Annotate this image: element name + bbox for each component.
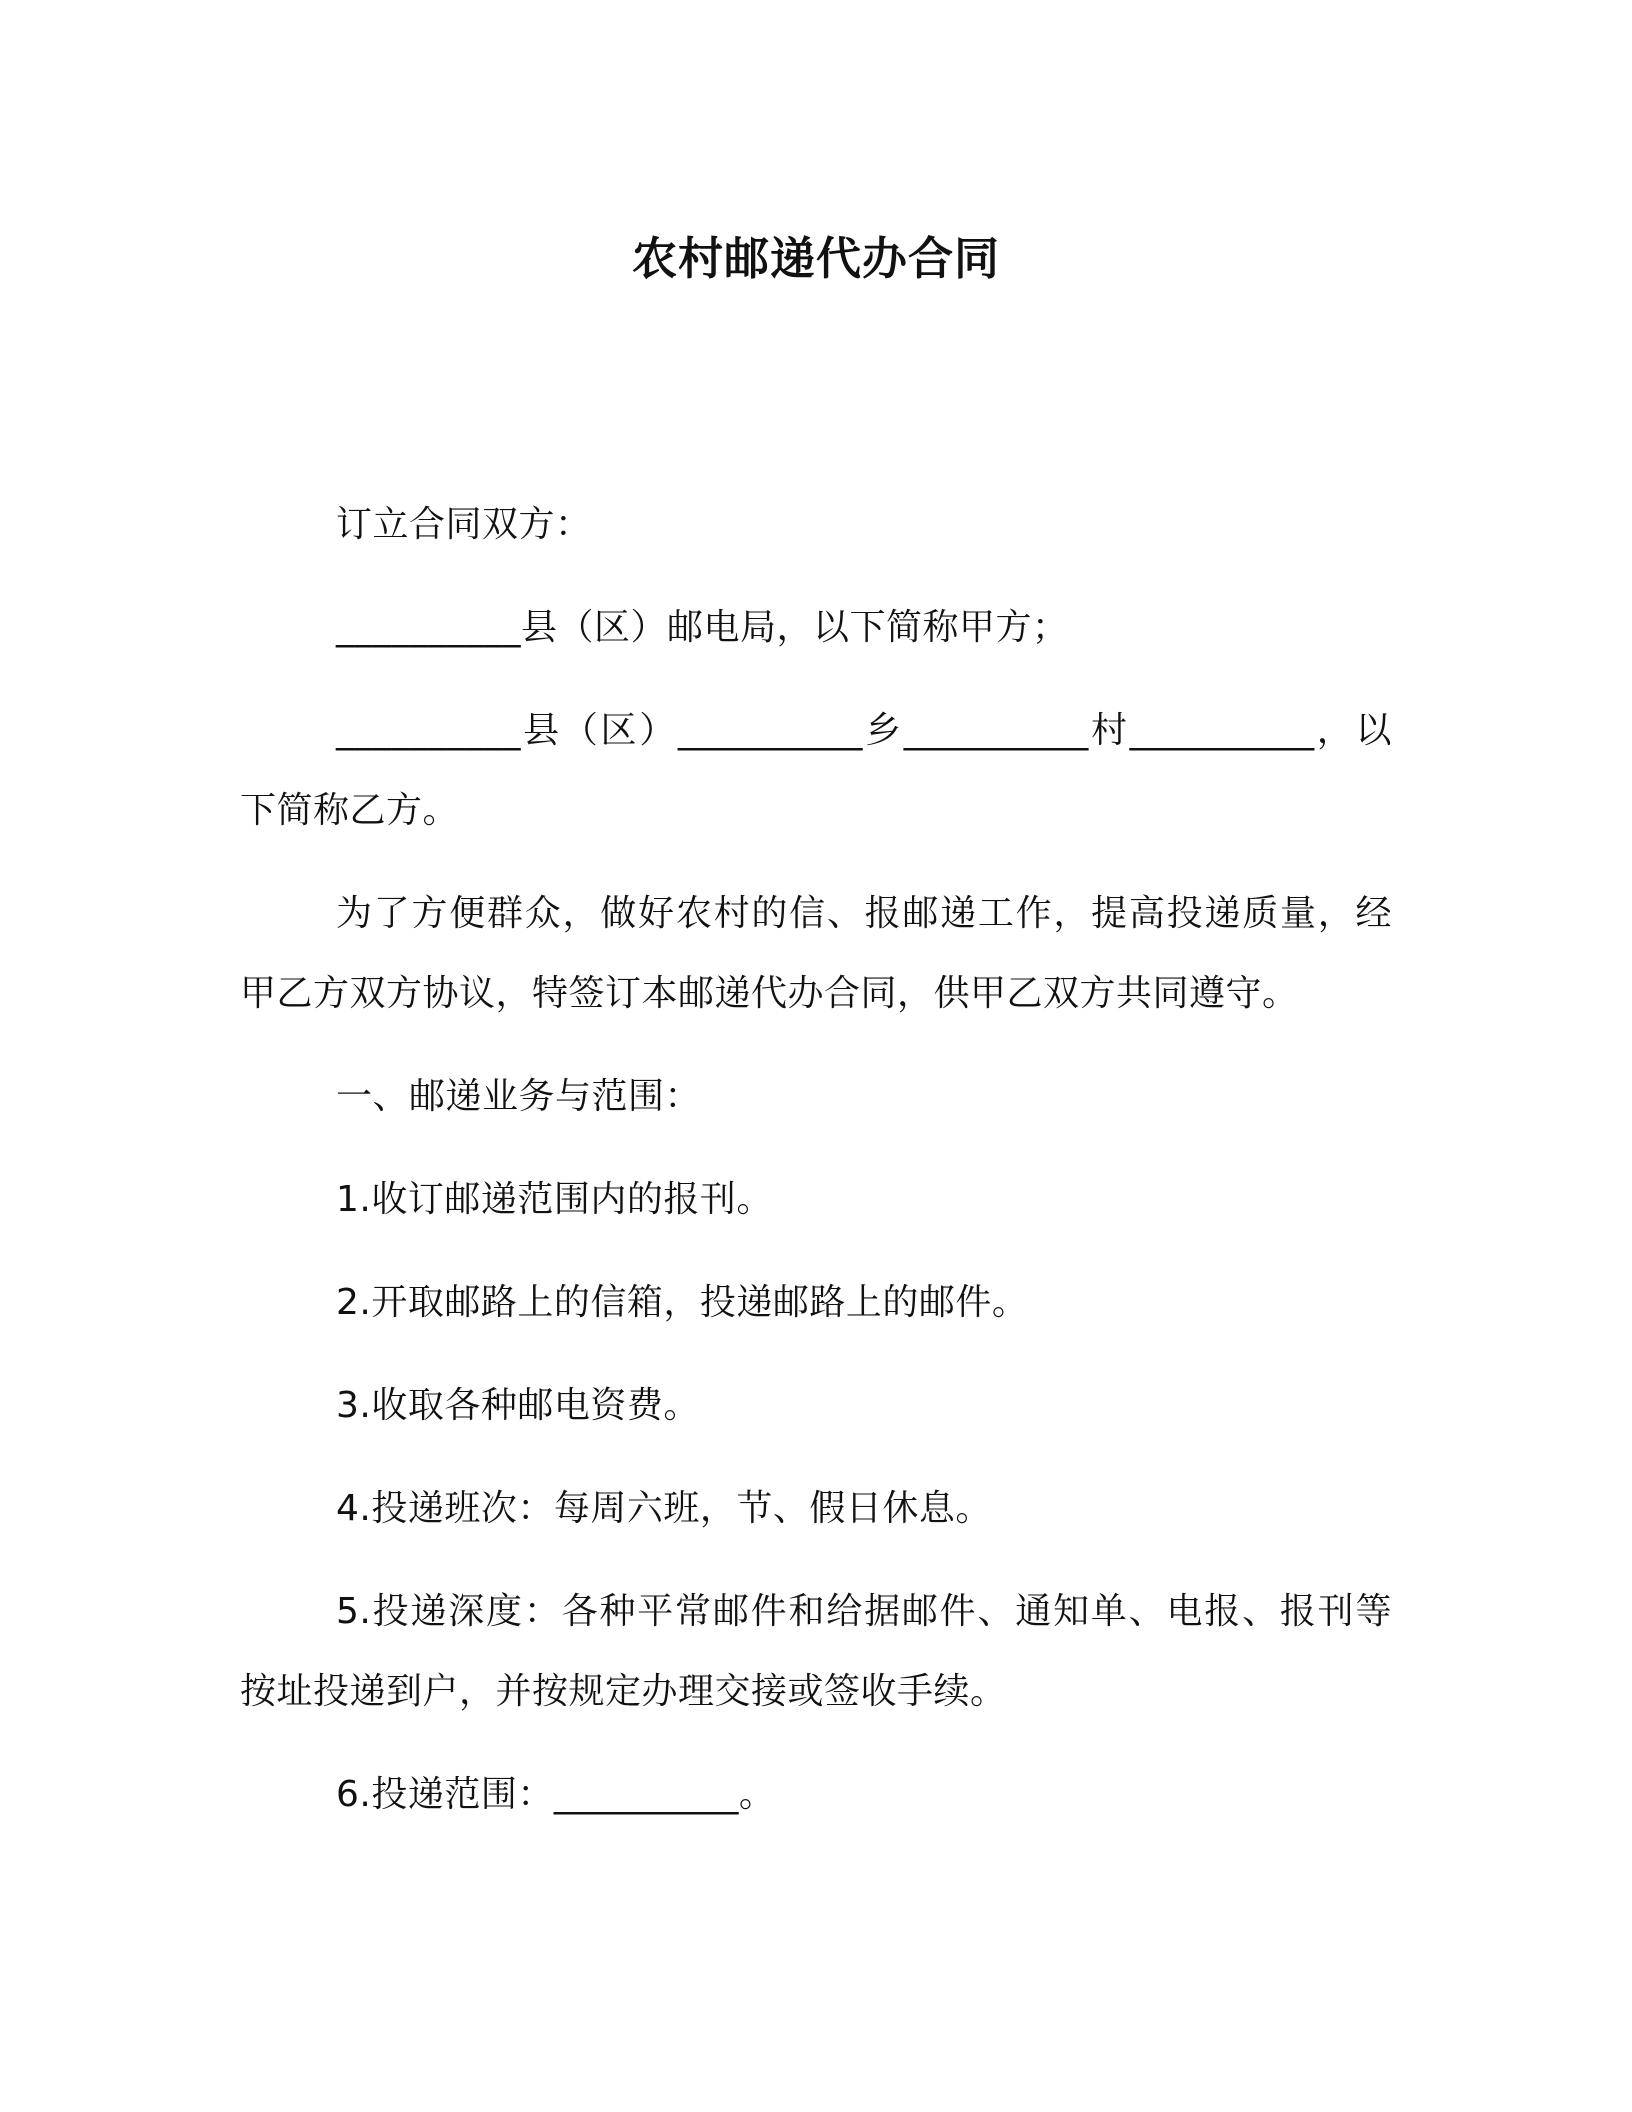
clause-2: 2.开取邮路上的信箱，投递邮路上的邮件。	[336, 1282, 1029, 1323]
document-body	[240, 485, 1392, 1835]
clause-3: 3.收取各种邮电资费。	[336, 1385, 700, 1426]
clause-6: 6.投递范围：__________。	[336, 1774, 776, 1815]
party-b-line: __________县（区）__________乡__________村__________，以下简称乙方。	[240, 710, 1392, 831]
contract-parties-heading: 订立合同双方：	[336, 504, 592, 545]
contract-purpose-paragraph: 为了方便群众，做好农村的信、报邮递工作，提高投递质量，经甲乙方双方协议，特签订本邮递代办合同，供甲乙双方共同遵守。	[240, 893, 1392, 1014]
section-1-heading: 一、邮递业务与范围：	[336, 1076, 702, 1117]
clause-1: 1.收订邮递范围内的报刊。	[336, 1179, 773, 1220]
document-title: 农村邮递代办合同	[631, 232, 1000, 285]
party-a-line: __________县（区）邮电局，以下简称甲方；	[336, 607, 1069, 648]
clause-4: 4.投递班次：每周六班，节、假日休息。	[336, 1488, 992, 1529]
clause-5: 5.投递深度：各种平常邮件和给据邮件、通知单、电报、报刊等按址投递到户，并按规定办理交接或签收手续。	[240, 1591, 1392, 1712]
